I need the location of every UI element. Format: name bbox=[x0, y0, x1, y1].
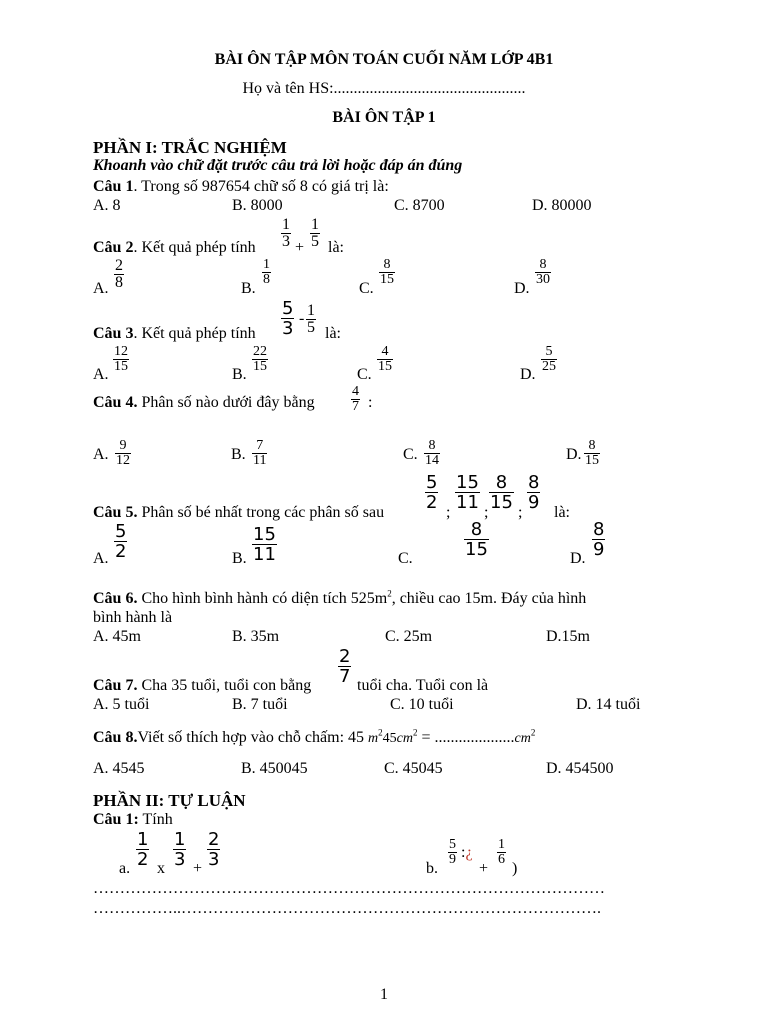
q3-option-c-fraction[interactable] bbox=[377, 345, 393, 374]
q6-text-1: Cho hình bình hành có diện tích 525m bbox=[141, 590, 388, 607]
q2-option-b-fraction[interactable] bbox=[262, 258, 271, 287]
part2-a-operator-2: + bbox=[193, 860, 203, 877]
q2-option-c-fraction[interactable] bbox=[379, 258, 395, 287]
numerator: 15 bbox=[253, 524, 276, 545]
q2-option-b-letter[interactable]: B. bbox=[241, 280, 256, 297]
q8-equals-dots[interactable]: = .................... bbox=[417, 729, 515, 746]
numerator: 5 bbox=[426, 472, 438, 493]
q4-option-b-fraction[interactable] bbox=[252, 439, 267, 468]
q8-label: Câu 8. bbox=[93, 729, 138, 746]
q3-option-c-letter[interactable]: C. bbox=[357, 366, 372, 383]
numerator: 8 bbox=[383, 257, 391, 272]
part2-b-fraction-2 bbox=[497, 838, 506, 867]
student-name-line: Họ và tên HS:................................................ bbox=[242, 80, 526, 97]
denominator: 7 bbox=[352, 399, 359, 414]
denominator: 5 bbox=[311, 233, 319, 250]
q7-option-b[interactable]: B. 7 tuổi bbox=[232, 696, 288, 713]
denominator: 6 bbox=[498, 852, 505, 867]
page-number: 1 bbox=[380, 986, 388, 1003]
denominator: 3 bbox=[282, 233, 290, 250]
answer-dotted-line-1[interactable]: …………………………………………………………………………………… bbox=[93, 881, 605, 897]
part2-a-fraction-2 bbox=[173, 831, 186, 869]
numerator: 5 bbox=[545, 344, 553, 359]
denominator: 11 bbox=[253, 544, 276, 565]
part2-q1-text: Tính bbox=[142, 811, 173, 828]
numerator: 2 bbox=[115, 257, 123, 274]
q2-option-a-fraction[interactable] bbox=[114, 258, 124, 291]
q2-option-d-letter[interactable]: D. bbox=[514, 280, 530, 297]
q6-superscript: 2 bbox=[387, 588, 392, 599]
denominator: 11 bbox=[456, 492, 479, 513]
denominator: 3 bbox=[208, 849, 220, 870]
q5-option-c-fraction[interactable] bbox=[464, 521, 489, 559]
q6-option-b[interactable]: B. 35m bbox=[232, 628, 280, 645]
numerator: 1 bbox=[282, 216, 290, 233]
q5-option-c-letter[interactable]: C. bbox=[398, 550, 413, 567]
numerator: 5 bbox=[282, 298, 294, 319]
q3-fraction-2 bbox=[306, 303, 316, 336]
denominator: 25 bbox=[542, 359, 556, 374]
q8-unit-m: m bbox=[368, 731, 379, 746]
q3-option-a-letter[interactable]: A. bbox=[93, 366, 109, 383]
q7-label: Câu 7. bbox=[93, 677, 138, 694]
q5-label: Câu 5. bbox=[93, 504, 138, 521]
q3-option-a-fraction[interactable] bbox=[113, 345, 129, 374]
q8-unit-cm-answer: cm bbox=[514, 731, 531, 746]
denominator: 2 bbox=[426, 492, 438, 513]
q8-sup-1: 2 bbox=[378, 727, 383, 738]
q6-option-c[interactable]: C. 25m bbox=[385, 628, 433, 645]
q8-option-d[interactable]: D. 454500 bbox=[546, 760, 614, 777]
q8-option-b[interactable]: B. 450045 bbox=[241, 760, 308, 777]
q4-option-c-letter[interactable]: C. bbox=[403, 446, 418, 463]
q4-tail: : bbox=[368, 394, 373, 411]
q5-fraction-3 bbox=[489, 474, 514, 512]
q5-option-d-letter[interactable]: D. bbox=[570, 550, 586, 567]
q6-prompt-line1 bbox=[93, 588, 675, 607]
q1-label: Câu 1 bbox=[93, 178, 134, 195]
q7-option-d[interactable]: D. 14 tuổi bbox=[576, 696, 641, 713]
document-title: BÀI ÔN TẬP MÔN TOÁN CUỐI NĂM LỚP 4B1 bbox=[214, 51, 554, 68]
q7-option-a[interactable]: A. 5 tuổi bbox=[93, 696, 150, 713]
q5-fraction-4 bbox=[527, 474, 540, 512]
q5-separator: ; bbox=[484, 504, 489, 521]
part2-q1-label: Câu 1: bbox=[93, 811, 139, 828]
part2-b-close-paren: ) bbox=[512, 860, 518, 877]
q4-option-d-letter[interactable]: D. bbox=[566, 446, 582, 463]
denominator: 8 bbox=[263, 272, 270, 287]
denominator: 15 bbox=[378, 359, 392, 374]
part1-heading: PHẦN I: TRẮC NGHIỆM bbox=[93, 138, 287, 157]
q2-option-d-fraction[interactable] bbox=[535, 258, 551, 287]
q4-option-a-letter[interactable]: A. bbox=[93, 446, 109, 463]
denominator: 9 bbox=[593, 539, 605, 560]
part2-a-operator-1: x bbox=[157, 860, 165, 877]
q4-prompt bbox=[93, 395, 315, 411]
denominator: 15 bbox=[253, 359, 267, 374]
q4-option-a-fraction[interactable] bbox=[115, 439, 131, 468]
part2-b-colon bbox=[461, 845, 473, 861]
q2-option-c-letter[interactable]: C. bbox=[359, 280, 374, 297]
q3-fraction-1 bbox=[281, 300, 294, 338]
q7-fraction bbox=[338, 648, 351, 686]
numerator: 8 bbox=[593, 519, 605, 540]
q1-prompt bbox=[93, 179, 389, 195]
denominator: 15 bbox=[490, 492, 513, 513]
q6-label: Câu 6. bbox=[93, 590, 138, 607]
q6-text-2: , chiều cao 15m. Đáy của hình bbox=[391, 590, 587, 607]
numerator: 5 bbox=[115, 521, 127, 542]
numerator: 12 bbox=[114, 344, 128, 359]
q5-text: Phân số bé nhất trong các phân số sau bbox=[141, 504, 385, 521]
q5-option-a-fraction[interactable] bbox=[114, 523, 127, 561]
q3-label: Câu 3 bbox=[93, 325, 134, 342]
q2-operator: + bbox=[295, 239, 305, 256]
q4-label: Câu 4. bbox=[93, 394, 138, 411]
part2-a-label: a. bbox=[119, 860, 131, 877]
denominator: 11 bbox=[253, 453, 267, 468]
inverted-question-glyph: ¿ bbox=[465, 844, 473, 861]
q3-option-d-fraction[interactable] bbox=[541, 345, 557, 374]
q5-prompt bbox=[93, 505, 384, 521]
numerator: 8 bbox=[495, 472, 508, 493]
q8-mid: 45 bbox=[382, 731, 397, 746]
q2-fraction-2 bbox=[310, 217, 320, 250]
q5-separator: ; bbox=[446, 504, 451, 521]
q2-fraction-1 bbox=[281, 217, 291, 250]
denominator: 15 bbox=[114, 359, 128, 374]
numerator: 8 bbox=[588, 438, 596, 453]
numerator: 22 bbox=[253, 344, 267, 359]
q6-prompt-line2: bình hành là bbox=[93, 609, 173, 626]
q4-option-d-fraction[interactable] bbox=[584, 439, 600, 468]
q3-option-b-letter[interactable]: B. bbox=[232, 366, 247, 383]
numerator: 15 bbox=[456, 472, 479, 493]
q3-operator: - bbox=[299, 310, 305, 327]
q3-prompt bbox=[93, 326, 256, 342]
q1-option-a[interactable]: A. 8 bbox=[93, 197, 121, 214]
denominator: 7 bbox=[339, 666, 351, 687]
numerator: 8 bbox=[428, 438, 436, 453]
q8-prompt bbox=[93, 727, 536, 746]
part2-b-operator: + bbox=[479, 860, 489, 877]
numerator: 9 bbox=[119, 438, 127, 453]
denominator: 5 bbox=[307, 319, 315, 336]
q8-unit-cm: cm bbox=[396, 731, 413, 746]
numerator: 1 bbox=[498, 837, 505, 852]
q4-text: Phân số nào dưới đây bằng bbox=[141, 394, 315, 411]
numerator: 2 bbox=[339, 646, 351, 667]
q8-option-a[interactable]: A. 4545 bbox=[93, 760, 145, 777]
denominator: 15 bbox=[380, 272, 394, 287]
q2-option-a-letter[interactable]: A. bbox=[93, 280, 109, 297]
q3-tail: là: bbox=[325, 325, 341, 342]
q7-text-1: Cha 35 tuổi, tuổi con bằng bbox=[141, 677, 312, 694]
q5-option-b-letter[interactable]: B. bbox=[232, 550, 247, 567]
part1-instruction: Khoanh vào chữ đặt trước câu trả lời hoặc đáp án đúng bbox=[93, 157, 463, 174]
q2-tail: là: bbox=[328, 239, 344, 256]
numerator: 4 bbox=[352, 384, 359, 399]
q8-sup-2: 2 bbox=[412, 727, 418, 738]
q8-option-c[interactable]: C. 45045 bbox=[384, 760, 443, 777]
q5-separator: ; bbox=[518, 504, 523, 521]
q2-label: Câu 2 bbox=[93, 239, 134, 256]
q1-option-c[interactable]: C. 8700 bbox=[394, 197, 445, 214]
denominator: 15 bbox=[465, 539, 488, 560]
part2-q1-prompt bbox=[93, 812, 173, 828]
q3-option-d-letter[interactable]: D. bbox=[520, 366, 536, 383]
q8-sup-3: 2 bbox=[530, 727, 536, 738]
q5-option-a-letter[interactable]: A. bbox=[93, 550, 109, 567]
colon: : bbox=[461, 844, 466, 861]
q5-tail: là: bbox=[554, 504, 570, 521]
numerator: 1 bbox=[174, 829, 186, 850]
numerator: 8 bbox=[470, 519, 483, 540]
q8-text: Viết số thích hợp vào chỗ chấm: 45 bbox=[137, 729, 369, 746]
denominator: 9 bbox=[528, 492, 540, 513]
denominator: 2 bbox=[137, 849, 149, 870]
denominator: 3 bbox=[174, 849, 186, 870]
q3-option-b-fraction[interactable] bbox=[252, 345, 268, 374]
denominator: 14 bbox=[425, 453, 439, 468]
numerator: 1 bbox=[137, 829, 149, 850]
denominator: 9 bbox=[449, 852, 456, 867]
denominator: 3 bbox=[282, 318, 294, 339]
part2-b-fraction-1 bbox=[448, 838, 457, 867]
denominator: 2 bbox=[115, 541, 127, 562]
denominator: 15 bbox=[585, 453, 599, 468]
denominator: 30 bbox=[536, 272, 550, 287]
q7-prompt-start bbox=[93, 678, 311, 694]
q2-prompt bbox=[93, 240, 256, 256]
numerator: 1 bbox=[263, 257, 270, 272]
q1-option-d[interactable]: D. 80000 bbox=[532, 197, 592, 214]
q7-option-c[interactable]: C. 10 tuổi bbox=[390, 696, 454, 713]
q5-option-b-fraction[interactable] bbox=[252, 526, 277, 564]
q1-text: . Trong số 987654 chữ số 8 có giá trị là: bbox=[133, 178, 389, 195]
q6-option-d[interactable]: D.15m bbox=[546, 628, 590, 645]
part2-a-fraction-3 bbox=[207, 831, 220, 869]
q5-fraction-1 bbox=[425, 474, 438, 512]
part2-heading: PHẦN II: TỰ LUẬN bbox=[93, 791, 246, 810]
part2-a-fraction-1 bbox=[136, 831, 149, 869]
q5-option-d-fraction[interactable] bbox=[592, 521, 605, 559]
numerator: 8 bbox=[528, 472, 540, 493]
part2-b-label: b. bbox=[426, 860, 438, 877]
q2-text: . Kết quả phép tính bbox=[133, 239, 256, 256]
numerator: 1 bbox=[307, 302, 315, 319]
q6-option-a[interactable]: A. 45m bbox=[93, 628, 141, 645]
numerator: 8 bbox=[539, 257, 547, 272]
q3-text: . Kết quả phép tính bbox=[133, 325, 256, 342]
numerator: 7 bbox=[256, 438, 264, 453]
q4-option-c-fraction[interactable] bbox=[424, 439, 440, 468]
q4-fraction bbox=[351, 385, 360, 414]
numerator: 4 bbox=[381, 344, 389, 359]
numerator: 1 bbox=[311, 216, 319, 233]
numerator: 5 bbox=[449, 837, 456, 852]
denominator: 8 bbox=[115, 274, 123, 291]
denominator: 12 bbox=[116, 453, 130, 468]
q7-text-2: tuổi cha. Tuổi con là bbox=[357, 677, 489, 694]
q1-option-b[interactable]: B. 8000 bbox=[232, 197, 283, 214]
q4-option-b-letter[interactable]: B. bbox=[231, 446, 246, 463]
answer-dotted-line-2[interactable]: ……………..……………………………………………………………………. bbox=[93, 901, 601, 917]
q5-fraction-2 bbox=[455, 474, 480, 512]
numerator: 2 bbox=[208, 829, 220, 850]
exercise-subtitle: BÀI ÔN TẬP 1 bbox=[332, 109, 436, 126]
